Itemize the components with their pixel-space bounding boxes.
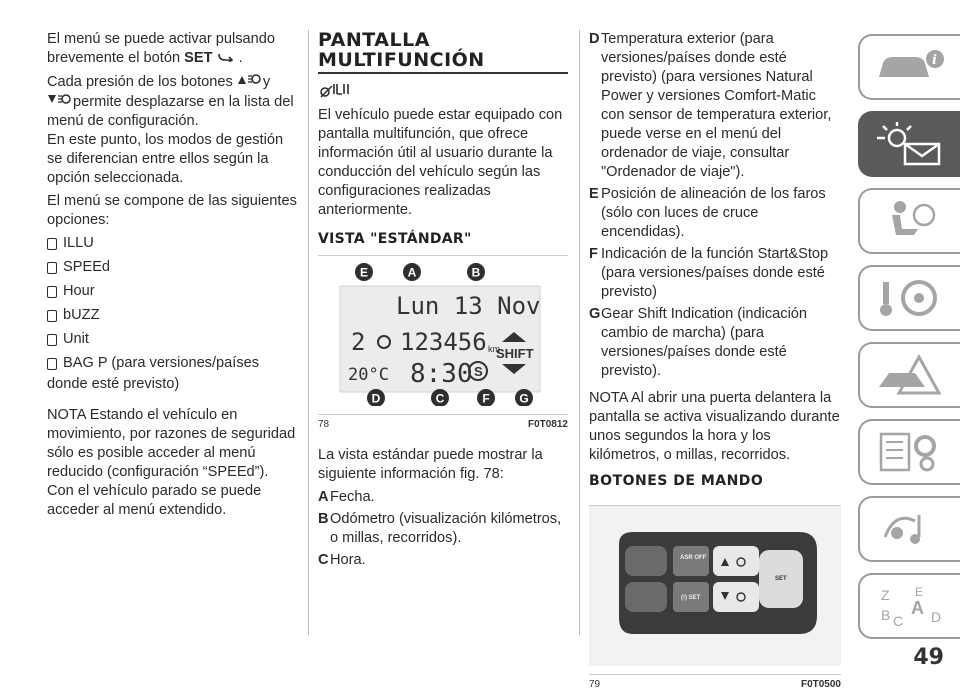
option-label: SPEEd	[63, 259, 111, 275]
legend-list	[589, 30, 841, 381]
legend-key: C	[318, 552, 329, 568]
set-button-label: SET	[184, 50, 213, 66]
figure-caption	[318, 414, 568, 434]
text: brevemente el botón	[47, 50, 185, 66]
figure-caption	[589, 674, 841, 694]
column-divider	[308, 30, 309, 635]
svg-text:Z: Z	[881, 587, 890, 603]
tab-safety[interactable]	[858, 188, 960, 254]
column-divider	[579, 30, 580, 635]
text: .	[234, 50, 243, 66]
text: Cada presión de los botones	[47, 74, 237, 90]
callouts-top	[355, 263, 485, 281]
tab-vehicle-info[interactable]	[858, 34, 960, 100]
up-light-adjust-icon	[237, 72, 263, 86]
checkbox-bullet-icon	[47, 238, 57, 250]
lcd-temp-text: 20°C	[348, 365, 389, 385]
column-2	[318, 30, 568, 573]
chapter-tabs	[858, 34, 960, 650]
option-item	[47, 330, 297, 349]
legend-item	[318, 551, 568, 570]
lcd-ss-text: S	[474, 364, 483, 379]
legend-text: Odómetro (visualización kilómetros, o millas, recorridos).	[330, 511, 562, 546]
option-label: bUZZ	[63, 307, 100, 323]
legend-text: Fecha.	[330, 489, 375, 505]
tab-maintenance[interactable]	[858, 419, 960, 485]
checkbox-bullet-icon	[47, 310, 57, 322]
figure-79	[589, 505, 841, 694]
lcd-date-text: Lun 13 Nov	[396, 292, 541, 320]
svg-text:D: D	[931, 609, 942, 625]
lcd-km-text: km	[488, 344, 500, 354]
lcd-gear-text: 2	[351, 328, 366, 356]
legend-text: Gear Shift Indication (indicación cambio de marcha) (para versiones/países donde esté previsto).	[601, 306, 808, 379]
page-number: 49	[913, 645, 944, 670]
lcd-display-illustration	[318, 256, 568, 406]
svg-text:i: i	[932, 53, 937, 68]
lcd-shift-text: SHIFT	[496, 346, 534, 361]
lcd-time-text: 8:30	[410, 359, 473, 389]
display-icon	[318, 80, 358, 100]
legend-key: F	[589, 246, 598, 262]
tab-multimedia[interactable]	[858, 496, 960, 562]
legend-list	[318, 488, 568, 570]
legend-text: Posición de alineación de los faros (sólo con luces de cruce encendidas).	[601, 186, 826, 240]
figure-78	[318, 255, 568, 434]
option-label: ILLU	[63, 235, 94, 251]
legend-item	[589, 305, 841, 381]
legend-key: E	[589, 186, 599, 202]
set-label: SET	[775, 576, 787, 582]
callout-label: F	[482, 391, 490, 406]
option-item	[47, 282, 297, 301]
section-heading: BOTONES DE MANDO	[589, 473, 764, 489]
heading-rule	[318, 72, 568, 74]
warning-light-envelope-icon	[875, 122, 945, 166]
legend-text: Temperatura exterior (para versiones/países donde esté previsto) (para versiones Natural Power y versiones Comfort-Matic con sensor de temperatura exterior, puede verse en el menú del ordenador de viaje, consultar "Ordenador de viaje").	[601, 31, 832, 180]
svg-text:A: A	[911, 598, 924, 618]
text: El menú se puede activar pulsando	[47, 31, 275, 47]
checkbox-bullet-icon	[47, 358, 57, 370]
option-label: Unit	[63, 331, 89, 347]
paragraph: En este punto, los modos de gestión se diferencian entre ellos según la opción seleccionada.	[47, 132, 284, 186]
seat-airbag-icon	[880, 199, 940, 243]
option-item	[47, 354, 297, 373]
steering-key-icon	[875, 276, 945, 320]
option-label: BAG P (para versiones/países	[63, 355, 260, 371]
figure-number: 78	[318, 419, 330, 430]
text: menú de configuración.	[47, 113, 199, 129]
return-arrow-icon	[217, 52, 235, 62]
column-1	[47, 30, 297, 524]
paragraph	[47, 72, 297, 131]
callout-label: G	[519, 391, 529, 406]
paragraph: La vista estándar puede mostrar la siguiente información fig. 78:	[318, 447, 543, 482]
tab-emergency[interactable]	[858, 342, 960, 408]
legend-text: Indicación de la función Start&Stop (para versiones/países donde esté previsto)	[601, 246, 829, 300]
svg-text:B: B	[881, 607, 891, 623]
legend-item	[318, 488, 568, 507]
legend-key: D	[589, 31, 600, 47]
checkbox-bullet-icon	[47, 334, 57, 346]
alphabet-index-icon	[875, 582, 945, 630]
callout-label: C	[435, 391, 445, 406]
option-item	[47, 234, 297, 253]
option-item	[47, 258, 297, 277]
callout-label: A	[407, 265, 417, 280]
tab-instruments[interactable]	[858, 111, 960, 177]
legend-item	[589, 30, 841, 182]
checkbox-bullet-icon	[47, 262, 57, 274]
tab-starting-driving[interactable]	[858, 265, 960, 331]
legend-key: G	[589, 306, 601, 322]
options-list	[47, 234, 297, 373]
legend-key: A	[318, 489, 329, 505]
callout-label: D	[371, 391, 381, 406]
note-paragraph: NOTA Estando el vehículo en movimiento, por razones de seguridad sólo es posible acceder al menú reducido (configuración “SPEEd”). Con el vehículo parado se puede acceder al menú extendido.	[47, 407, 296, 518]
text: permite desplazarse en la lista del	[73, 94, 294, 110]
column-3	[589, 30, 841, 694]
music-navigation-icon	[875, 507, 945, 551]
figure-number: 79	[589, 679, 601, 690]
option-label: Hour	[63, 283, 95, 299]
tyre-pressure-label: (!) SET	[681, 595, 701, 601]
option-item	[47, 306, 297, 325]
legend-text: Hora.	[330, 552, 366, 568]
legend-item	[589, 245, 841, 302]
paragraph	[47, 30, 297, 68]
section-heading: PANTALLA MULTIFUNCIÓN	[318, 29, 485, 71]
svg-text:E: E	[915, 585, 924, 599]
lcd-odometer-text: 123456	[400, 328, 487, 356]
figure-code: F0T0500	[800, 679, 841, 690]
control-buttons-illustration	[589, 506, 841, 666]
asr-off-label: ASR OFF	[680, 555, 707, 561]
emergency-triangle-icon	[875, 353, 945, 397]
callout-label: B	[471, 265, 481, 280]
paragraph: El vehículo puede estar equipado con pantalla multifunción, que ofrece información útil al usuario durante la conducción del vehículo según las configuraciones realizadas anteriormente.	[318, 107, 563, 218]
paragraph: El menú se compone de las siguientes opciones:	[47, 193, 297, 228]
figure-code: F0T0812	[527, 419, 568, 430]
legend-item	[318, 510, 568, 548]
checkbox-bullet-icon	[47, 286, 57, 298]
tab-index[interactable]	[858, 573, 960, 639]
car-info-icon	[875, 47, 945, 87]
service-gear-icon	[875, 430, 945, 474]
callout-label: E	[359, 265, 369, 280]
down-light-adjust-icon	[47, 92, 73, 106]
legend-key: B	[318, 511, 329, 527]
svg-text:C: C	[893, 613, 904, 629]
subsection-heading: VISTA "ESTÁNDAR"	[318, 231, 472, 247]
text: y	[262, 74, 271, 90]
legend-item	[589, 185, 841, 242]
note-paragraph: NOTA Al abrir una puerta delantera la pantalla se activa visualizando durante unos segundos la hora y los kilómetros, o millas, recorridos.	[589, 390, 840, 463]
paragraph: donde esté previsto)	[47, 376, 180, 392]
